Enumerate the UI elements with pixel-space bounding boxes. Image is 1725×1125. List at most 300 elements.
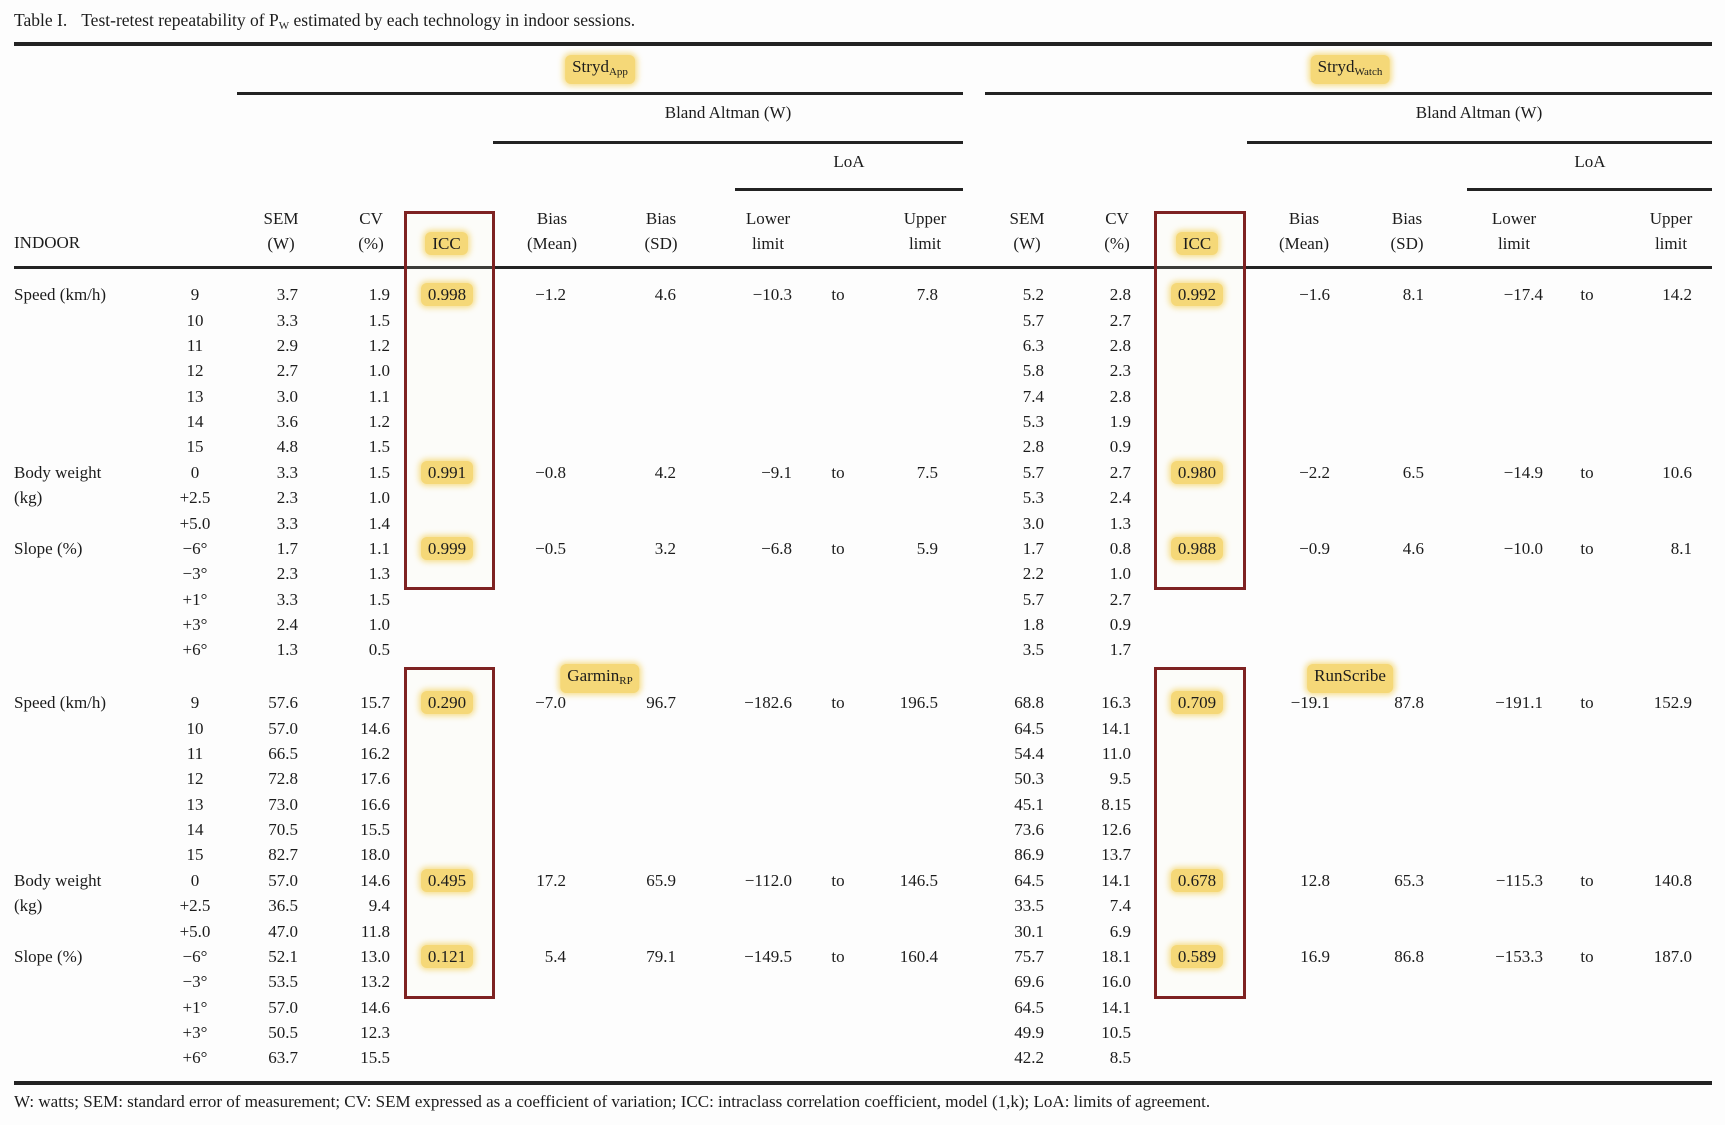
cv-value-right: 0.9 (1109, 437, 1131, 457)
condition-value: 15 (186, 437, 204, 457)
section-label-runscribe (1307, 664, 1393, 693)
sem-value-right: 5.7 (1022, 462, 1044, 482)
cv-value-left: 14.6 (360, 997, 390, 1017)
condition-value: −6° (182, 538, 208, 558)
bias-mean-value-right: −1.6 (1299, 285, 1330, 305)
bias-line2: (SD) (644, 234, 678, 253)
condition-value: 10 (186, 718, 204, 738)
table-row (0, 690, 1725, 715)
cv-value-left: 1.9 (368, 285, 390, 305)
stryd-app-highlight (565, 55, 635, 84)
lower-limit-value-right: −191.1 (1495, 693, 1543, 713)
table-row (0, 333, 1725, 358)
cv-value-left: 9.4 (368, 896, 390, 916)
row-label: Body weight (14, 462, 102, 482)
condition-value: +1° (182, 589, 208, 609)
upper-limit-value-right: 152.9 (1653, 693, 1692, 713)
row-label: (kg) (14, 896, 43, 916)
cv-value-right: 1.0 (1109, 564, 1131, 584)
bias-sd-value-right: 8.1 (1402, 285, 1424, 305)
cv-line2: (%) (358, 234, 384, 253)
bias-sd-value-right: 65.3 (1394, 870, 1424, 890)
table-row (0, 637, 1725, 662)
cv-value-left: 1.0 (368, 361, 390, 381)
table-row (0, 944, 1725, 969)
condition-value: +3° (182, 1022, 208, 1042)
icc-value-left (404, 536, 490, 561)
sem-value-right: 5.3 (1022, 488, 1044, 508)
sem-value-left: 70.5 (268, 820, 298, 840)
cv-value-right: 2.7 (1109, 589, 1131, 609)
lower-limit-value-left: −6.8 (761, 538, 792, 558)
table-row (0, 384, 1725, 409)
cv-value-right: 1.7 (1109, 640, 1131, 660)
sem-value-right: 5.7 (1022, 310, 1044, 330)
sem-value-right: 7.4 (1022, 386, 1044, 406)
cv-header-right (1077, 206, 1157, 256)
bias-sd-value-right: 6.5 (1402, 462, 1424, 482)
icc-header-left (406, 231, 487, 256)
cv-value-right: 2.8 (1109, 336, 1131, 356)
lower-limit-header-left (720, 206, 816, 256)
sem-value-left: 3.0 (276, 386, 298, 406)
sem-value-left: 1.7 (276, 538, 298, 558)
upper-limit-value-left: 146.5 (899, 870, 938, 890)
cv-value-right: 2.4 (1109, 488, 1131, 508)
sem-value-left: 57.6 (268, 693, 298, 713)
lower-limit-value-left: −9.1 (761, 462, 792, 482)
sem-value-right: 1.8 (1022, 614, 1044, 634)
bias-mean-header-right (1256, 206, 1352, 256)
loa-label-left: LoA (833, 152, 865, 171)
sem-value-left: 57.0 (268, 718, 298, 738)
title-text: Test-retest repeatability of P (81, 10, 279, 30)
device-subscript: RP (619, 675, 633, 687)
upper-limit-value-left: 7.8 (916, 285, 938, 305)
row-label: Speed (km/h) (14, 285, 107, 305)
cv-value-left: 0.5 (368, 640, 390, 660)
loa-label-right: LoA (1574, 152, 1606, 171)
upper-line2: limit (908, 234, 942, 253)
sem-value-left: 2.7 (276, 361, 298, 381)
cv-value-right: 2.7 (1109, 310, 1131, 330)
sem-value-right: 64.5 (1014, 718, 1044, 738)
sem-value-right: 50.3 (1014, 769, 1044, 789)
table-row (0, 358, 1725, 383)
bias-line2: (Mean) (526, 234, 578, 253)
sem-value-right: 5.7 (1022, 589, 1044, 609)
icc-value-highlight: 0.999 (421, 537, 473, 560)
cv-value-left: 13.0 (360, 946, 390, 966)
bias-mean-value-left: −0.8 (535, 462, 566, 482)
cv-value-right: 0.8 (1109, 538, 1131, 558)
cv-line1: CV (359, 209, 383, 228)
table-title (14, 10, 635, 32)
sem-line1: SEM (263, 209, 299, 228)
title-text-rest: estimated by each technology in indoor sessions. (289, 10, 636, 30)
sem-value-left: 3.3 (276, 513, 298, 533)
table-row (0, 817, 1725, 842)
cv-value-left: 16.6 (360, 794, 390, 814)
cv-value-left: 14.6 (360, 718, 390, 738)
cv-value-left: 1.2 (368, 412, 390, 432)
sem-value-right: 6.3 (1022, 336, 1044, 356)
cv-value-right: 8.5 (1109, 1048, 1131, 1068)
condition-value: +6° (182, 1048, 208, 1068)
lower-line2: limit (1497, 234, 1531, 253)
cv-value-left: 15.5 (360, 820, 390, 840)
cv-value-left: 1.1 (368, 538, 390, 558)
condition-value: 14 (186, 820, 204, 840)
sem-value-left: 2.9 (276, 336, 298, 356)
icc-value-highlight: 0.992 (1171, 283, 1223, 306)
lower-limit-value-right: −153.3 (1495, 946, 1543, 966)
row-label: Slope (%) (14, 538, 83, 558)
sem-value-left: 36.5 (268, 896, 298, 916)
bias-sd-value-left: 4.6 (654, 285, 676, 305)
condition-value: 11 (186, 744, 204, 764)
cv-value-left: 1.0 (368, 614, 390, 634)
icc-value-highlight: 0.495 (421, 869, 473, 892)
icc-value-right (1154, 944, 1240, 969)
sem-value-left: 73.0 (268, 794, 298, 814)
table-row (0, 587, 1725, 612)
device-name: Garmin (567, 666, 620, 685)
upper-line2: limit (1654, 234, 1688, 253)
sem-value-left: 57.0 (268, 870, 298, 890)
sem-value-right: 3.0 (1022, 513, 1044, 533)
device-subscript: Watch (1354, 66, 1383, 78)
cv-value-right: 1.9 (1109, 412, 1131, 432)
sem-value-left: 4.8 (276, 437, 298, 457)
bias-mean-header-left (504, 206, 600, 256)
sem-value-right: 54.4 (1014, 744, 1044, 764)
icc-value-right (1154, 460, 1240, 485)
bias-sd-header-left (613, 206, 709, 256)
sem-value-left: 3.3 (276, 462, 298, 482)
upper-limit-value-left: 5.9 (916, 538, 938, 558)
cv-value-right: 9.5 (1109, 769, 1131, 789)
cv-value-right: 1.3 (1109, 513, 1131, 533)
icc-value-right (1154, 536, 1240, 561)
cv-value-right: 16.0 (1101, 972, 1131, 992)
condition-value: 15 (186, 845, 204, 865)
upper-limit-value-left: 160.4 (899, 946, 938, 966)
indoor-header: INDOOR (14, 233, 81, 252)
icc-value-left (404, 868, 490, 893)
to-label-left: to (831, 462, 845, 482)
lower-limit-value-right: −115.3 (1495, 870, 1543, 890)
icc-value-highlight: 0.980 (1171, 461, 1223, 484)
sem-header-left (241, 206, 321, 256)
sem-value-right: 64.5 (1014, 870, 1044, 890)
sem-value-right: 2.8 (1022, 437, 1044, 457)
row-label: Slope (%) (14, 946, 83, 966)
condition-value: +3° (182, 614, 208, 634)
lower-limit-header-right (1466, 206, 1562, 256)
table-row (0, 842, 1725, 867)
sem-value-right: 42.2 (1014, 1048, 1044, 1068)
section-label-garmin (560, 664, 639, 693)
table-row (0, 766, 1725, 791)
device-subscript: App (608, 66, 628, 78)
bias-mean-value-right: 12.8 (1300, 870, 1330, 890)
table-row (0, 612, 1725, 637)
table-row (0, 536, 1725, 561)
sem-value-left: 3.3 (276, 310, 298, 330)
table-row (0, 969, 1725, 994)
upper-limit-value-left: 196.5 (899, 693, 938, 713)
cv-value-left: 1.4 (368, 513, 390, 533)
cv-value-left: 1.3 (368, 564, 390, 584)
sem-value-right: 49.9 (1014, 1022, 1044, 1042)
sem-value-left: 47.0 (268, 921, 298, 941)
bias-mean-value-right: 16.9 (1300, 946, 1330, 966)
icc-value-highlight: 0.709 (1171, 691, 1223, 714)
table-row (0, 1020, 1725, 1045)
bias-mean-value-left: 17.2 (536, 870, 566, 890)
upper-line1: Upper (1649, 209, 1693, 228)
cv-header-left (331, 206, 411, 256)
bias-mean-value-right: −0.9 (1299, 538, 1330, 558)
to-label-right: to (1580, 285, 1594, 305)
sem-value-left: 52.1 (268, 946, 298, 966)
table-row (0, 716, 1725, 741)
icc-value-left (404, 690, 490, 715)
cv-value-right: 16.3 (1101, 693, 1131, 713)
to-label-left: to (831, 946, 845, 966)
sem-value-right: 3.5 (1022, 640, 1044, 660)
sem-value-left: 3.7 (276, 285, 298, 305)
condition-value: 13 (186, 794, 204, 814)
table-bottom-rule (14, 1081, 1712, 1085)
cv-value-left: 15.7 (360, 693, 390, 713)
table-row (0, 308, 1725, 333)
sem-value-right: 5.8 (1022, 361, 1044, 381)
sem-line1: SEM (1009, 209, 1045, 228)
sem-value-right: 73.6 (1014, 820, 1044, 840)
upper-limit-value-left: 7.5 (916, 462, 938, 482)
condition-value: +2.5 (179, 488, 211, 508)
sem-value-right: 64.5 (1014, 997, 1044, 1017)
sem-line2: (W) (1013, 234, 1041, 253)
cv-value-right: 14.1 (1101, 718, 1131, 738)
upper-limit-value-right: 140.8 (1653, 870, 1692, 890)
device-name: Stryd (1317, 57, 1355, 76)
condition-value: −3° (182, 972, 208, 992)
cv-value-left: 1.5 (368, 437, 390, 457)
table-row (0, 893, 1725, 918)
row-label: (kg) (14, 488, 43, 508)
sem-header-right (987, 206, 1067, 256)
sem-value-left: 66.5 (268, 744, 298, 764)
table-row (0, 741, 1725, 766)
icc-value-left (404, 282, 490, 307)
cv-value-right: 8.15 (1101, 794, 1131, 814)
cv-value-right: 13.7 (1101, 845, 1131, 865)
cv-value-left: 1.0 (368, 488, 390, 508)
cv-line1: CV (1105, 209, 1129, 228)
cv-value-right: 18.1 (1101, 946, 1131, 966)
icc-header-highlight: ICC (1176, 232, 1218, 255)
lower-line1: Lower (745, 209, 791, 228)
bias-line1: Bias (645, 209, 677, 228)
condition-value: 0 (190, 870, 200, 890)
upper-limit-value-right: 8.1 (1670, 538, 1692, 558)
bias-sd-value-left: 65.9 (646, 870, 676, 890)
table-row (0, 485, 1725, 510)
to-label-right: to (1580, 462, 1594, 482)
bland-altman-left-rule (493, 141, 963, 144)
cv-value-left: 16.2 (360, 744, 390, 764)
condition-value: 12 (186, 361, 204, 381)
bias-line2: (Mean) (1278, 234, 1330, 253)
cv-value-left: 14.6 (360, 870, 390, 890)
bias-sd-value-left: 3.2 (654, 538, 676, 558)
sem-value-left: 3.6 (276, 412, 298, 432)
to-label-left: to (831, 693, 845, 713)
sem-value-left: 1.3 (276, 640, 298, 660)
condition-value: +1° (182, 997, 208, 1017)
table-row (0, 561, 1725, 586)
table-row (0, 868, 1725, 893)
sem-value-right: 5.3 (1022, 412, 1044, 432)
table-row (0, 995, 1725, 1020)
cv-value-right: 2.7 (1109, 462, 1131, 482)
condition-value: +5.0 (179, 921, 211, 941)
bias-sd-value-right: 87.8 (1394, 693, 1424, 713)
icc-value-highlight: 0.991 (421, 461, 473, 484)
condition-value: +2.5 (179, 896, 211, 916)
cv-value-left: 1.1 (368, 386, 390, 406)
sem-value-right: 33.5 (1014, 896, 1044, 916)
lower-limit-value-left: −112.0 (744, 870, 792, 890)
lower-line1: Lower (1491, 209, 1537, 228)
cv-value-left: 1.5 (368, 589, 390, 609)
cv-value-right: 2.8 (1109, 285, 1131, 305)
icc-value-right (1154, 868, 1240, 893)
sem-value-right: 69.6 (1014, 972, 1044, 992)
cv-value-left: 15.5 (360, 1048, 390, 1068)
cv-value-right: 7.4 (1109, 896, 1131, 916)
sem-value-right: 5.2 (1022, 285, 1044, 305)
bland-altman-label-left: Bland Altman (W) (664, 103, 792, 122)
upper-limit-header-left (877, 206, 973, 256)
to-label-left: to (831, 285, 845, 305)
icc-value-left (404, 460, 490, 485)
runscribe-highlight (1307, 664, 1393, 693)
condition-value: −3° (182, 564, 208, 584)
table-row (0, 511, 1725, 536)
to-label-right: to (1580, 693, 1594, 713)
device-label-stryd-app (565, 55, 635, 84)
sem-value-left: 3.3 (276, 589, 298, 609)
sem-value-right: 2.2 (1022, 564, 1044, 584)
sem-value-right: 68.8 (1014, 693, 1044, 713)
to-label-right: to (1580, 538, 1594, 558)
icc-header-highlight: ICC (425, 232, 467, 255)
icc-value-highlight: 0.589 (1171, 945, 1223, 968)
sem-value-left: 53.5 (268, 972, 298, 992)
cv-value-right: 6.9 (1109, 921, 1131, 941)
condition-value: 9 (190, 285, 200, 305)
cv-value-right: 14.1 (1101, 997, 1131, 1017)
cv-value-left: 17.6 (360, 769, 390, 789)
cv-value-right: 2.3 (1109, 361, 1131, 381)
condition-value: 10 (186, 310, 204, 330)
sem-value-left: 2.3 (276, 488, 298, 508)
sem-value-left: 72.8 (268, 769, 298, 789)
condition-value: 0 (190, 462, 200, 482)
upper-limit-value-right: 14.2 (1662, 285, 1692, 305)
sem-value-left: 2.4 (276, 614, 298, 634)
bias-mean-value-left: −1.2 (535, 285, 566, 305)
cv-value-left: 11.8 (360, 921, 390, 941)
condition-value: −6° (182, 946, 208, 966)
device-label-stryd-watch (1311, 55, 1390, 84)
icc-value-highlight: 0.998 (421, 283, 473, 306)
sem-value-left: 2.3 (276, 564, 298, 584)
sem-value-right: 1.7 (1022, 538, 1044, 558)
bias-sd-value-right: 4.6 (1402, 538, 1424, 558)
lower-limit-value-left: −10.3 (752, 285, 792, 305)
loa-right-rule (1467, 188, 1712, 191)
lower-limit-value-left: −182.6 (744, 693, 792, 713)
cv-value-left: 1.2 (368, 336, 390, 356)
bias-mean-value-left: −0.5 (535, 538, 566, 558)
loa-left-rule (735, 188, 963, 191)
lower-limit-value-left: −149.5 (744, 946, 792, 966)
table-row (0, 792, 1725, 817)
condition-value: 14 (186, 412, 204, 432)
icc-value-right (1154, 690, 1240, 715)
sem-value-left: 63.7 (268, 1048, 298, 1068)
lower-limit-value-right: −14.9 (1503, 462, 1543, 482)
condition-value: +6° (182, 640, 208, 660)
cv-value-right: 2.8 (1109, 386, 1131, 406)
condition-value: 11 (186, 336, 204, 356)
to-label-right: to (1580, 946, 1594, 966)
icc-value-highlight: 0.988 (1171, 537, 1223, 560)
cv-value-left: 1.5 (368, 462, 390, 482)
stryd-watch-spanner-rule (985, 92, 1712, 95)
sem-value-right: 86.9 (1014, 845, 1044, 865)
condition-value: 9 (190, 693, 200, 713)
sem-value-right: 30.1 (1014, 921, 1044, 941)
sem-line2: (W) (267, 234, 295, 253)
bias-sd-value-right: 86.8 (1394, 946, 1424, 966)
to-label-left: to (831, 538, 845, 558)
cv-value-right: 14.1 (1101, 870, 1131, 890)
upper-limit-value-right: 10.6 (1662, 462, 1692, 482)
bias-sd-value-left: 96.7 (646, 693, 676, 713)
row-label: Body weight (14, 870, 102, 890)
title-subscript: W (278, 20, 290, 32)
bias-line1: Bias (1391, 209, 1423, 228)
bias-mean-value-right: −19.1 (1290, 693, 1330, 713)
bland-altman-label-right: Bland Altman (W) (1415, 103, 1543, 122)
table-row (0, 460, 1725, 485)
upper-limit-value-right: 187.0 (1653, 946, 1692, 966)
bias-line1: Bias (1288, 209, 1320, 228)
upper-limit-header-right (1623, 206, 1719, 256)
sem-value-left: 50.5 (268, 1022, 298, 1042)
bias-line1: Bias (536, 209, 568, 228)
bland-altman-right-rule (1247, 141, 1712, 144)
header-bottom-rule (14, 266, 1712, 269)
sem-value-right: 75.7 (1014, 946, 1044, 966)
table-row (0, 919, 1725, 944)
